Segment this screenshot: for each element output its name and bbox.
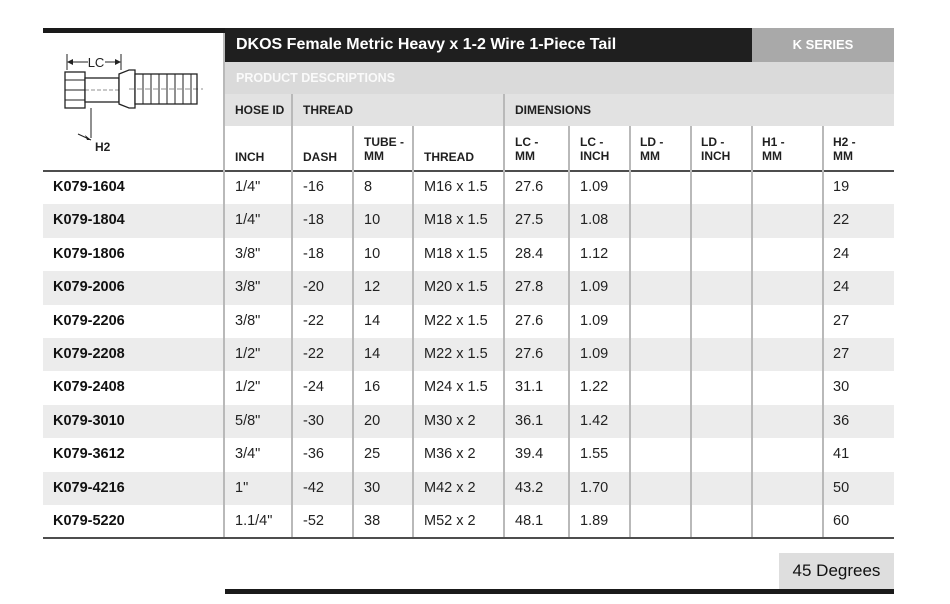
cell-thread: M24 x 1.5	[424, 379, 488, 396]
table-row	[43, 505, 894, 538]
cell-part-number: K079-1604	[53, 179, 125, 195]
cell-h2-mm: 24	[833, 279, 850, 296]
cell-h2-mm: 30	[833, 379, 850, 396]
col-lc-mm-line1: LC -	[515, 135, 539, 149]
cell-hose-inch: 1/2"	[235, 346, 261, 362]
cell-dash: -18	[303, 212, 324, 229]
column-divider	[629, 126, 631, 537]
cell-tube-mm: 10	[364, 212, 381, 229]
cell-part-number: K079-3612	[53, 446, 125, 463]
table-row	[43, 271, 894, 304]
cell-hose-inch: 3/8"	[235, 312, 261, 329]
cell-part-number: K079-2408	[53, 379, 125, 396]
cell-part-number: K079-2006	[53, 279, 125, 296]
cell-h2-mm: 22	[833, 212, 850, 229]
table-row	[43, 371, 894, 404]
top-rule	[43, 28, 225, 33]
col-lc-inch-line2: INCH	[580, 149, 610, 163]
cell-tube-mm: 30	[364, 479, 381, 496]
col-h1-mm	[762, 135, 785, 163]
cell-thread: M42 x 2	[424, 479, 476, 496]
cell-h2-mm: 27	[833, 312, 850, 329]
col-dimensions-group: DIMENSIONS	[515, 103, 592, 117]
col-thread-group: THREAD	[303, 103, 353, 117]
cell-lc-mm: 31.1	[515, 379, 544, 396]
angle-badge: 45 Degrees	[779, 553, 894, 589]
fitting-diagram	[43, 48, 223, 166]
cell-lc-inch: 1.09	[580, 279, 609, 296]
cell-dash: -16	[303, 179, 324, 195]
cell-dash: -20	[303, 279, 324, 296]
cell-dash: -22	[303, 312, 324, 329]
column-divider	[690, 126, 692, 537]
column-divider	[822, 126, 824, 537]
col-ld-mm	[640, 135, 663, 163]
bottom-rule	[225, 589, 894, 594]
h2-label: H2	[95, 140, 111, 154]
cell-dash: -24	[303, 379, 324, 396]
col-h2-mm-line1: H2 -	[833, 135, 856, 149]
col-thread: THREAD	[424, 150, 474, 164]
cell-thread: M52 x 2	[424, 513, 476, 529]
cell-h2-mm: 50	[833, 479, 850, 496]
column-divider	[751, 126, 753, 537]
cell-hose-inch: 1.1/4"	[235, 513, 273, 529]
col-h2-mm	[833, 135, 856, 163]
cell-lc-mm: 27.6	[515, 179, 544, 195]
lc-label: LC	[87, 55, 105, 70]
col-inch: INCH	[235, 150, 265, 164]
col-h1-mm-line1: H1 -	[762, 135, 785, 149]
cell-dash: -52	[303, 513, 324, 529]
cell-thread: M22 x 1.5	[424, 312, 488, 329]
cell-part-number: K079-3010	[53, 412, 125, 429]
cell-hose-inch: 3/8"	[235, 245, 261, 262]
col-ld-inch-line1: LD -	[701, 135, 725, 149]
col-lc-inch-line1: LC -	[580, 135, 604, 149]
cell-hose-inch: 1/2"	[235, 379, 261, 396]
cell-lc-mm: 43.2	[515, 479, 544, 496]
cell-part-number: K079-4216	[53, 479, 125, 496]
table-row	[43, 472, 894, 505]
cell-h2-mm: 41	[833, 446, 850, 463]
cell-lc-mm: 39.4	[515, 446, 544, 463]
fitting-drawing	[43, 48, 223, 166]
cell-lc-mm: 28.4	[515, 245, 544, 262]
cell-h2-mm: 60	[833, 513, 850, 529]
cell-part-number: K079-2206	[53, 312, 125, 329]
cell-tube-mm: 20	[364, 412, 381, 429]
column-divider	[412, 126, 414, 537]
cell-thread: M16 x 1.5	[424, 179, 488, 195]
cell-lc-inch: 1.09	[580, 346, 609, 362]
cell-hose-inch: 3/8"	[235, 279, 261, 296]
cell-lc-inch: 1.08	[580, 212, 609, 229]
cell-hose-inch: 1/4"	[235, 179, 261, 195]
column-divider	[291, 94, 293, 537]
col-tube-mm	[364, 135, 404, 163]
product-title: DKOS Female Metric Heavy x 1-2 Wire 1-Piece Tail	[225, 28, 752, 62]
cell-lc-inch: 1.22	[580, 379, 609, 396]
cell-thread: M36 x 2	[424, 446, 476, 463]
cell-lc-mm: 36.1	[515, 412, 544, 429]
cell-tube-mm: 38	[364, 513, 381, 529]
col-lc-inch	[580, 135, 609, 163]
cell-tube-mm: 16	[364, 379, 381, 396]
table-row	[43, 171, 894, 204]
col-ld-inch	[701, 135, 730, 163]
column-divider	[223, 33, 225, 537]
cell-thread: M18 x 1.5	[424, 212, 488, 229]
cell-h2-mm: 19	[833, 179, 850, 195]
cell-part-number: K079-1806	[53, 245, 125, 262]
column-divider	[503, 94, 505, 537]
col-hose-id: HOSE ID	[235, 103, 285, 117]
cell-part-number: K079-2208	[53, 346, 125, 362]
product-descriptions-label: PRODUCT DESCRIPTIONS	[225, 62, 894, 94]
cell-lc-inch: 1.70	[580, 479, 609, 496]
table-bottom-rule	[43, 537, 894, 539]
cell-h2-mm: 27	[833, 346, 850, 362]
column-divider	[568, 126, 570, 537]
cell-h2-mm: 36	[833, 412, 850, 429]
table-row	[43, 204, 894, 237]
column-divider	[352, 126, 354, 537]
cell-dash: -42	[303, 479, 324, 496]
cell-lc-inch: 1.89	[580, 513, 609, 529]
cell-tube-mm: 10	[364, 245, 381, 262]
cell-thread: M30 x 2	[424, 412, 476, 429]
series-badge: K SERIES	[752, 28, 894, 62]
cell-lc-inch: 1.12	[580, 245, 609, 262]
cell-lc-mm: 27.6	[515, 312, 544, 329]
cell-hose-inch: 5/8"	[235, 412, 261, 429]
col-lc-mm	[515, 135, 538, 163]
cell-h2-mm: 24	[833, 245, 850, 262]
cell-lc-inch: 1.42	[580, 412, 609, 429]
cell-thread: M22 x 1.5	[424, 346, 488, 362]
cell-hose-inch: 3/4"	[235, 446, 261, 463]
table-row	[43, 338, 894, 371]
cell-lc-mm: 48.1	[515, 513, 544, 529]
col-tube-mm-line1: TUBE -	[364, 135, 404, 149]
cell-tube-mm: 8	[364, 179, 373, 195]
cell-lc-mm: 27.6	[515, 346, 544, 362]
cell-tube-mm: 14	[364, 346, 381, 362]
header-bottom-rule	[43, 170, 894, 172]
cell-lc-mm: 27.5	[515, 212, 544, 229]
cell-tube-mm: 25	[364, 446, 381, 463]
cell-hose-inch: 1"	[235, 479, 249, 496]
col-ld-inch-line2: INCH	[701, 149, 731, 163]
table-row	[43, 305, 894, 338]
cell-part-number: K079-1804	[53, 212, 125, 229]
cell-dash: -36	[303, 446, 324, 463]
table-row	[43, 238, 894, 271]
cell-dash: -22	[303, 346, 324, 362]
cell-dash: -30	[303, 412, 324, 429]
table-row	[43, 405, 894, 438]
col-lc-mm-line2: MM	[515, 149, 535, 163]
cell-tube-mm: 12	[364, 279, 381, 296]
cell-part-number: K079-5220	[53, 513, 125, 529]
cell-tube-mm: 14	[364, 312, 381, 329]
cell-thread: M18 x 1.5	[424, 245, 488, 262]
col-h2-mm-line2: MM	[833, 149, 853, 163]
cell-hose-inch: 1/4"	[235, 212, 261, 229]
table-row	[43, 438, 894, 471]
col-ld-mm-line1: LD -	[640, 135, 664, 149]
cell-dash: -18	[303, 245, 324, 262]
cell-lc-mm: 27.8	[515, 279, 544, 296]
cell-lc-inch: 1.09	[580, 312, 609, 329]
cell-lc-inch: 1.09	[580, 179, 609, 195]
col-dash: DASH	[303, 150, 338, 164]
col-ld-mm-line2: MM	[640, 149, 660, 163]
col-h1-mm-line2: MM	[762, 149, 782, 163]
cell-thread: M20 x 1.5	[424, 279, 488, 296]
cell-lc-inch: 1.55	[580, 446, 609, 463]
col-tube-mm-line2: MM	[364, 149, 384, 163]
